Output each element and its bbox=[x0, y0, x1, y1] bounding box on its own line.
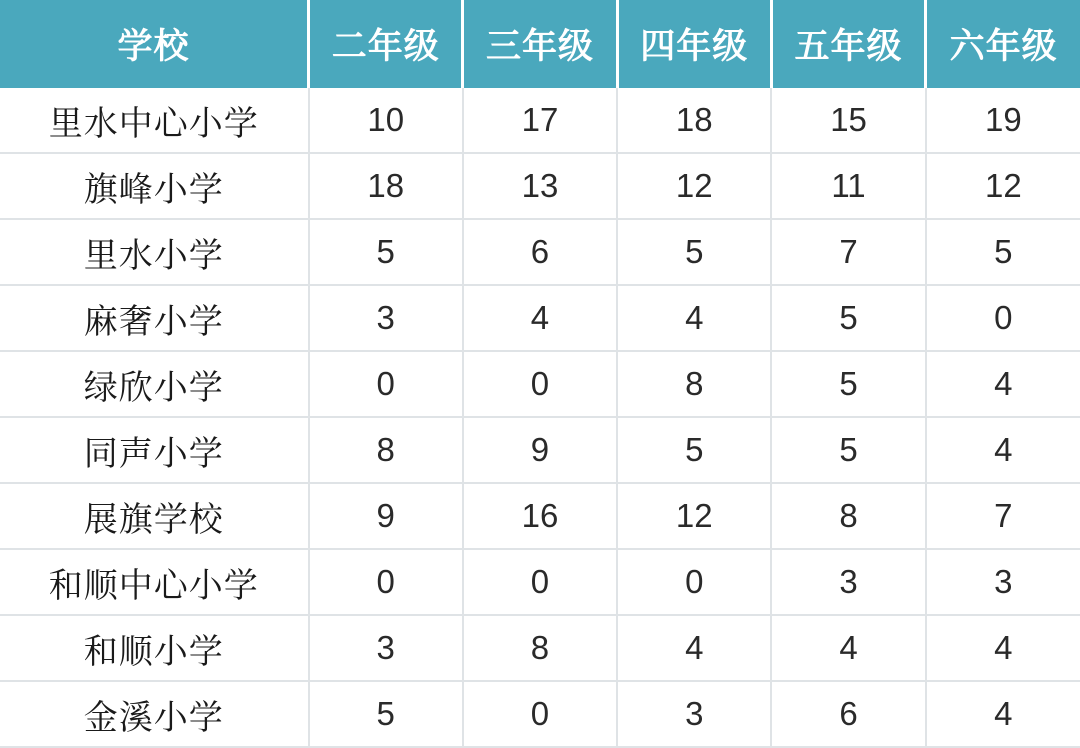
header-row bbox=[0, 0, 1080, 88]
table-row bbox=[0, 681, 1080, 747]
cell-grade-4: 4 bbox=[617, 615, 771, 681]
cell-grade-3: 0 bbox=[463, 351, 617, 417]
cell-grade-3: 13 bbox=[463, 153, 617, 219]
cell-grade-3: 8 bbox=[463, 615, 617, 681]
cell-grade-5: 8 bbox=[771, 483, 925, 549]
cell-grade-2: 3 bbox=[309, 285, 463, 351]
cell-grade-5: 4 bbox=[771, 615, 925, 681]
table-row bbox=[0, 351, 1080, 417]
cell-grade-5: 5 bbox=[771, 351, 925, 417]
cell-grade-6: 4 bbox=[926, 681, 1080, 747]
cell-grade-4: 0 bbox=[617, 549, 771, 615]
cell-grade-6: 4 bbox=[926, 351, 1080, 417]
cell-grade-6: 19 bbox=[926, 88, 1080, 153]
cell-grade-5: 15 bbox=[771, 88, 925, 153]
cell-school: 里水中心小学 bbox=[0, 88, 309, 153]
column-header-grade-5: 五年级 bbox=[771, 0, 925, 88]
cell-grade-2: 8 bbox=[309, 417, 463, 483]
cell-grade-2: 5 bbox=[309, 219, 463, 285]
column-header-grade-6: 六年级 bbox=[926, 0, 1080, 88]
cell-grade-6: 5 bbox=[926, 219, 1080, 285]
cell-grade-3: 0 bbox=[463, 681, 617, 747]
cell-grade-6: 7 bbox=[926, 483, 1080, 549]
cell-grade-2: 9 bbox=[309, 483, 463, 549]
cell-grade-4: 12 bbox=[617, 483, 771, 549]
cell-grade-4: 5 bbox=[617, 219, 771, 285]
cell-grade-5: 3 bbox=[771, 549, 925, 615]
cell-grade-6: 0 bbox=[926, 285, 1080, 351]
cell-grade-4: 8 bbox=[617, 351, 771, 417]
cell-grade-3: 6 bbox=[463, 219, 617, 285]
cell-grade-4: 4 bbox=[617, 285, 771, 351]
column-header-grade-2: 二年级 bbox=[309, 0, 463, 88]
cell-grade-6: 12 bbox=[926, 153, 1080, 219]
cell-grade-4: 5 bbox=[617, 417, 771, 483]
cell-school: 金溪小学 bbox=[0, 681, 309, 747]
cell-grade-6: 4 bbox=[926, 417, 1080, 483]
cell-school: 同声小学 bbox=[0, 417, 309, 483]
cell-grade-4: 12 bbox=[617, 153, 771, 219]
cell-school: 绿欣小学 bbox=[0, 351, 309, 417]
cell-grade-5: 6 bbox=[771, 681, 925, 747]
cell-school: 麻奢小学 bbox=[0, 285, 309, 351]
table-row bbox=[0, 88, 1080, 153]
table-row bbox=[0, 285, 1080, 351]
cell-grade-4: 18 bbox=[617, 88, 771, 153]
table-row bbox=[0, 483, 1080, 549]
table-body bbox=[0, 88, 1080, 747]
cell-grade-3: 17 bbox=[463, 88, 617, 153]
cell-school: 里水小学 bbox=[0, 219, 309, 285]
cell-grade-2: 0 bbox=[309, 549, 463, 615]
table-row bbox=[0, 615, 1080, 681]
cell-grade-3: 9 bbox=[463, 417, 617, 483]
table-row bbox=[0, 153, 1080, 219]
column-header-grade-4: 四年级 bbox=[617, 0, 771, 88]
cell-grade-5: 5 bbox=[771, 417, 925, 483]
cell-school: 旗峰小学 bbox=[0, 153, 309, 219]
cell-school: 和顺中心小学 bbox=[0, 549, 309, 615]
table-header bbox=[0, 0, 1080, 88]
cell-grade-3: 16 bbox=[463, 483, 617, 549]
cell-grade-3: 0 bbox=[463, 549, 617, 615]
table-row bbox=[0, 417, 1080, 483]
table-row bbox=[0, 549, 1080, 615]
cell-grade-5: 11 bbox=[771, 153, 925, 219]
cell-grade-2: 0 bbox=[309, 351, 463, 417]
column-header-school: 学校 bbox=[0, 0, 309, 88]
cell-grade-2: 5 bbox=[309, 681, 463, 747]
cell-grade-3: 4 bbox=[463, 285, 617, 351]
cell-grade-6: 4 bbox=[926, 615, 1080, 681]
cell-grade-2: 18 bbox=[309, 153, 463, 219]
cell-grade-6: 3 bbox=[926, 549, 1080, 615]
cell-grade-4: 3 bbox=[617, 681, 771, 747]
table-row bbox=[0, 219, 1080, 285]
cell-school: 和顺小学 bbox=[0, 615, 309, 681]
cell-grade-5: 7 bbox=[771, 219, 925, 285]
column-header-grade-3: 三年级 bbox=[463, 0, 617, 88]
cell-school: 展旗学校 bbox=[0, 483, 309, 549]
cell-grade-2: 10 bbox=[309, 88, 463, 153]
cell-grade-2: 3 bbox=[309, 615, 463, 681]
cell-grade-5: 5 bbox=[771, 285, 925, 351]
